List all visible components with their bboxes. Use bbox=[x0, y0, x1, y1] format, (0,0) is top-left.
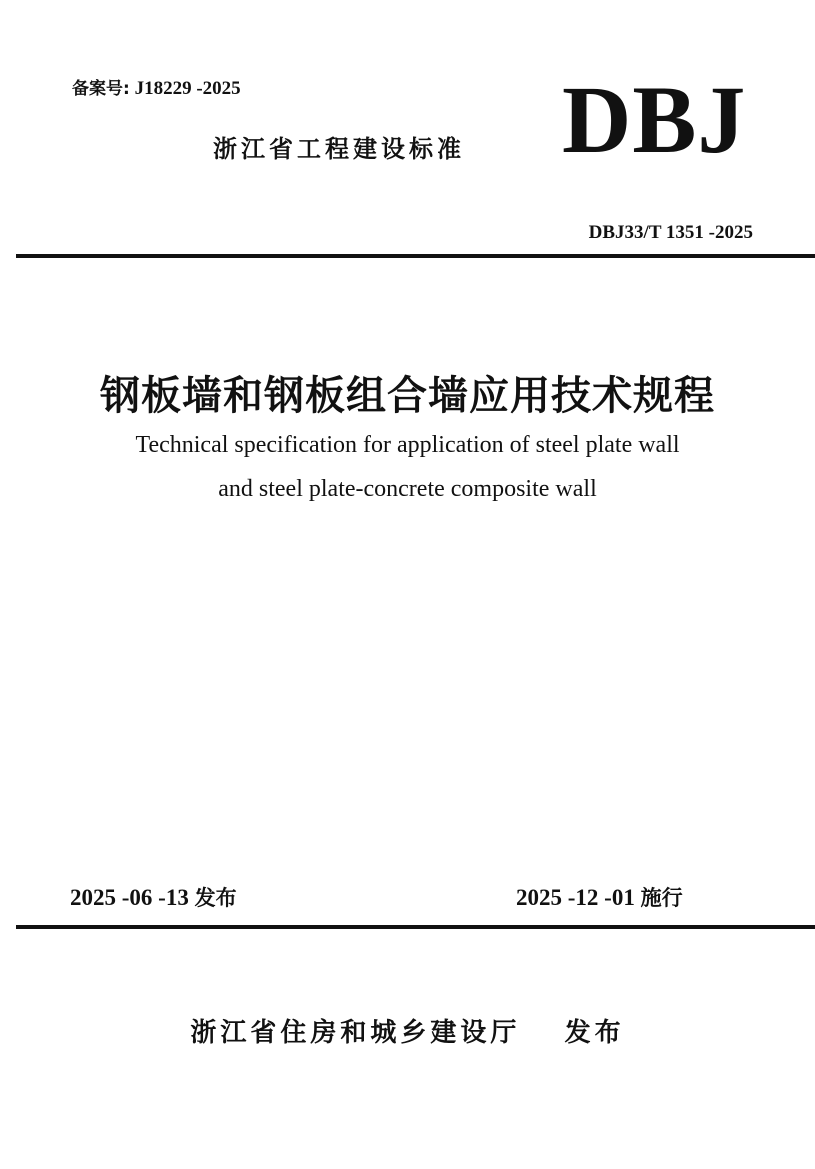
publish-label: 发布 bbox=[194, 886, 237, 910]
record-label: 备案号: bbox=[72, 79, 130, 99]
title-english-line-2: and steel plate-concrete composite wall bbox=[218, 476, 597, 502]
issuer bbox=[0, 1012, 815, 1049]
standard-number: DBJ33/T 1351 -2025 bbox=[588, 222, 753, 243]
implement-date-value: 2025 -12 -01 bbox=[516, 885, 635, 910]
title-english-line-1: Technical specification for application of steel plate wall bbox=[135, 432, 680, 458]
publish-date bbox=[70, 882, 237, 912]
standard-category: 浙江省工程建设标准 bbox=[213, 135, 465, 163]
issuer-name: 浙江省住房和城乡建设厅 bbox=[190, 1018, 521, 1048]
issuer-action: 发布 bbox=[564, 1018, 625, 1048]
implement-date bbox=[516, 882, 683, 912]
top-divider bbox=[16, 254, 815, 258]
title-chinese: 钢板墙和钢板组合墙应用技术规程 bbox=[100, 372, 715, 419]
publish-date-value: 2025 -06 -13 bbox=[70, 885, 189, 910]
record-number-value: J18229 -2025 bbox=[134, 78, 241, 99]
bottom-divider bbox=[16, 925, 815, 929]
dbj-logo: DBJ bbox=[562, 66, 747, 173]
implement-label: 施行 bbox=[640, 886, 683, 910]
record-number bbox=[72, 74, 241, 100]
